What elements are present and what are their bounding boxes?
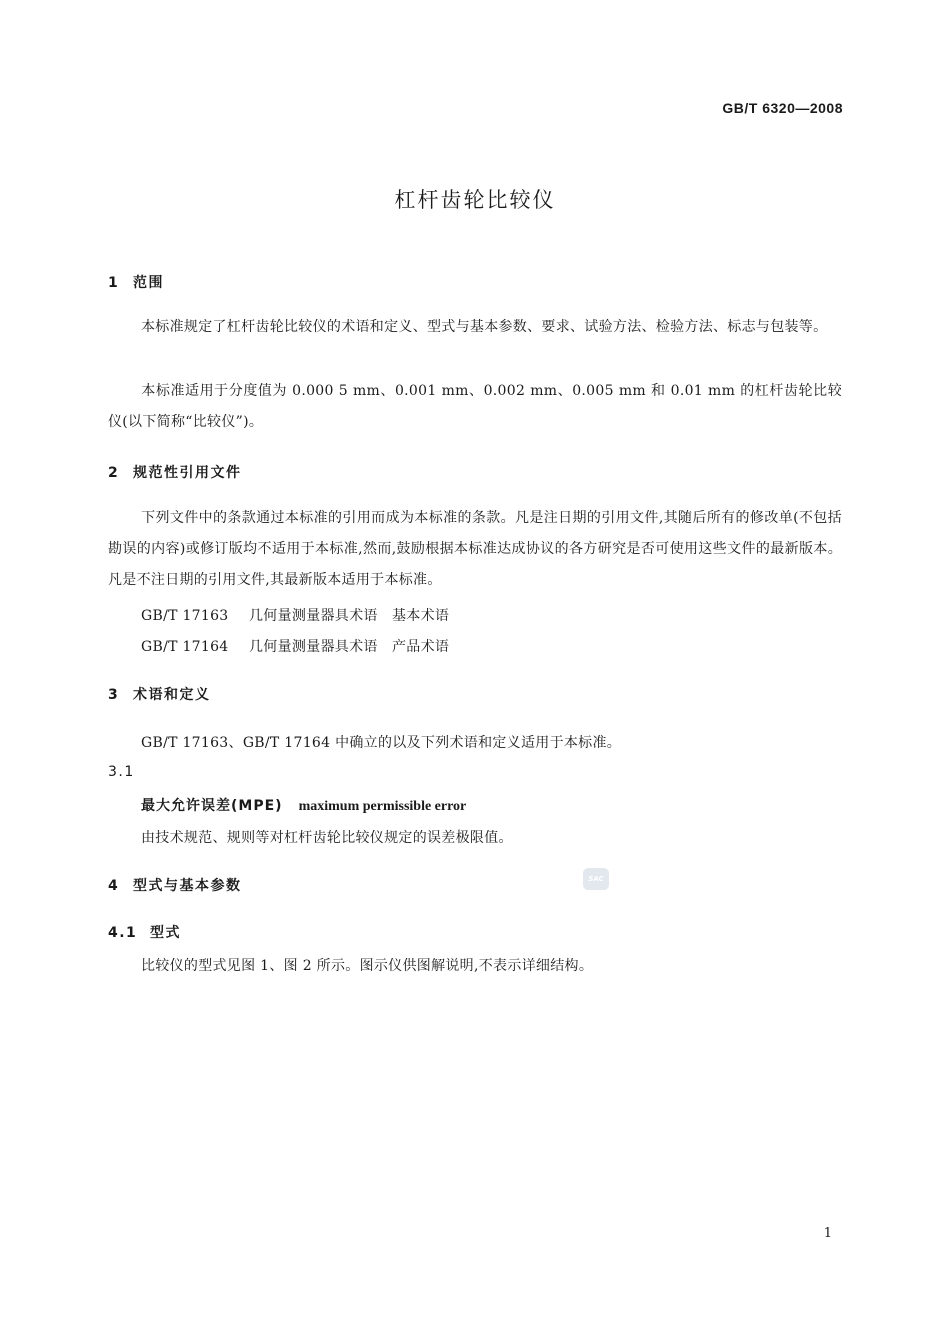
reference-item <box>141 605 449 625</box>
term-entry <box>141 795 466 815</box>
reference-code: GB/T 17163 <box>141 608 229 624</box>
section-1-paragraph-1 <box>108 312 842 343</box>
subsection-4-1-heading <box>108 922 181 942</box>
section-title: 规范性引用文件 <box>133 465 242 481</box>
section-number: 1 <box>108 275 120 291</box>
section-number: 4.1 <box>108 925 138 941</box>
section-title: 型式与基本参数 <box>133 878 242 894</box>
section-title: 范围 <box>133 275 164 291</box>
subsection-4-1-paragraph: 比较仪的型式见图 1、图 2 所示。图示仪供图解说明,不表示详细结构。 <box>141 958 594 974</box>
reference-title: 几何量测量器具术语 产品术语 <box>249 639 450 655</box>
paragraph-text: 本标准规定了杠杆齿轮比较仪的术语和定义、型式与基本参数、要求、试验方法、检验方法、标志与包装等。 <box>141 319 828 335</box>
sac-watermark-logo: SAC <box>583 868 609 890</box>
reference-item <box>141 636 449 656</box>
term-definition: 由技术规范、规则等对杠杆齿轮比较仪规定的误差极限值。 <box>141 830 513 846</box>
section-2-heading <box>108 462 242 482</box>
section-title: 型式 <box>150 925 181 941</box>
section-1-paragraph-2 <box>108 376 842 438</box>
section-3-paragraph-1: GB/T 17163、GB/T 17164 中确立的以及下列术语和定义适用于本标准。 <box>141 735 622 751</box>
paragraph-text: 下列文件中的条款通过本标准的引用而成为本标准的条款。凡是注日期的引用文件,其随后所有的修改单(不包括勘误的内容)或修订版均不适用于本标准,然而,鼓励根据本标准达成协议的各方研究是否可使用这些文件的最新版本。凡是不注日期的引用文件,其最新版本适用于本标准。 <box>108 510 842 588</box>
reference-code: GB/T 17164 <box>141 639 229 655</box>
subsection-3-1-number: 3.1 <box>108 764 135 780</box>
section-4-heading <box>108 875 242 895</box>
reference-title: 几何量测量器具术语 基本术语 <box>249 608 450 624</box>
paragraph-text: 本标准适用于分度值为 0.000 5 mm、0.001 mm、0.002 mm、0.005 mm 和 0.01 mm 的杠杆齿轮比较仪(以下简称“比较仪”)。 <box>108 383 842 430</box>
document-title: 杠杆齿轮比较仪 <box>394 188 556 212</box>
term-chinese: 最大允许误差(MPE) <box>141 798 283 814</box>
term-english: maximum permissible error <box>298 799 467 814</box>
section-2-paragraph-1 <box>108 503 842 596</box>
section-number: 2 <box>108 465 120 481</box>
section-1-heading <box>108 272 164 292</box>
section-3-heading <box>108 684 211 704</box>
standard-code: GB/T 6320—2008 <box>722 100 843 116</box>
section-title: 术语和定义 <box>133 687 211 703</box>
page-number: 1 <box>823 1226 832 1241</box>
section-number: 4 <box>108 878 120 894</box>
section-number: 3 <box>108 687 120 703</box>
